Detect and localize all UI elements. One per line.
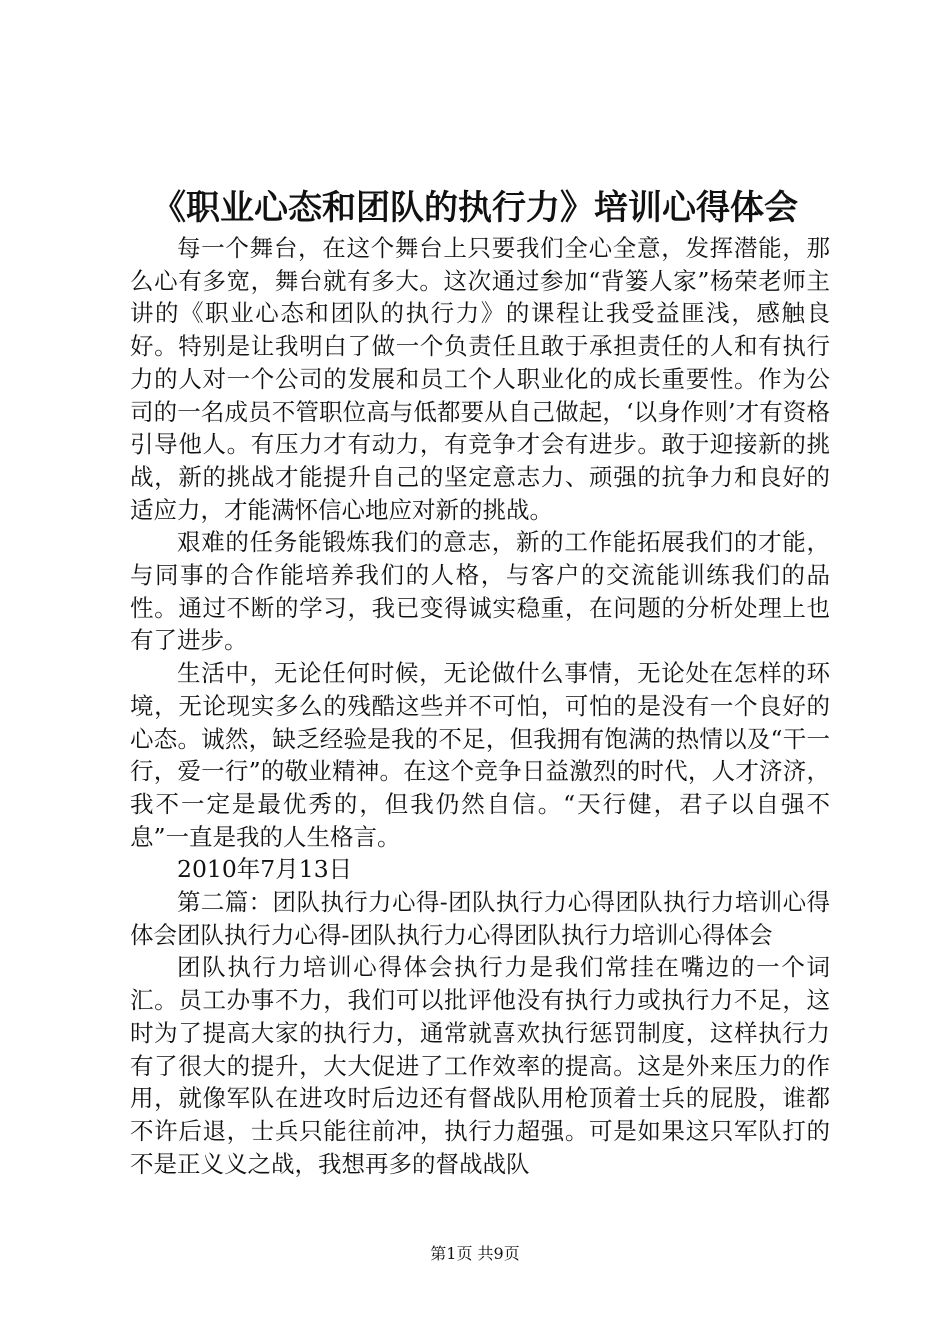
- paragraph-4: 团队执行力培训心得体会执行力是我们常挂在嘴边的一个词汇。员工办事不力，我们可以批评他没有执行力或执行力不足，这时为了提高大家的执行力，通常就喜欢执行惩罚制度，这样执行力有了很大的提升，大大促进了工作效率的提高。这是外来压力的作用，就像军队在进攻时后边还有督战队用枪顶着士兵的屁股，谁都不许后退，士兵只能往前冲，执行力超强。可是如果这只军队打的不是正义义之战，我想再多的督战战队: [130, 953, 830, 1178]
- document-body: [130, 232, 830, 1180]
- paragraph-2: 艰难的任务能锻炼我们的意志，新的工作能拓展我们的才能，与同事的合作能培养我们的人格，与客户的交流能训练我们的品性。通过不断的学习，我已变得诚实稳重，在问题的分析处理上也有了进步。: [130, 528, 830, 655]
- page-number: 第1页 共9页: [430, 1244, 520, 1263]
- date-line: 2010年7月13日: [177, 855, 353, 884]
- paragraph-1: 每一个舞台，在这个舞台上只要我们全心全意，发挥潜能，那么心有多宽，舞台就有多大。这次通过参加“背篓人家”杨荣老师主讲的《职业心态和团队的执行力》的课程让我受益匪浅，感触良好。特别是让我明白了做一个负责任且敢于承担责任的人和有执行力的人对一个公司的发展和员工个人职业化的成长重要性。作为公司的一名成员不管职位高与低都要从自己做起，‘以身作则’才有资格引导他人。有压力才有动力，有竞争才会有进步。敢于迎接新的挑战，新的挑战才能提升自己的坚定意志力、顽强的抗争力和良好的适应力，才能满怀信心地应对新的挑战。: [130, 234, 830, 524]
- document-title: 《职业心态和团队的执行力》培训心得体会: [152, 188, 798, 228]
- paragraph-3: 生活中，无论任何时候，无论做什么事情，无论处在怎样的环境，无论现实多么的残酷这些并不可怕，可怕的是没有一个良好的心态。诚然，缺乏经验是我的不足，但我拥有饱满的热情以及“干一行，爱一行”的敬业精神。在这个竞争日益激烈的时代，人才济济，我不一定是最优秀的，但我仍然自信。“天行健，君子以自强不息”一直是我的人生格言。: [130, 659, 830, 851]
- section-heading: 第二篇：团队执行力心得-团队执行力心得团队执行力培训心得体会团队执行力心得-团队执行力心得团队执行力培训心得体会: [130, 888, 830, 949]
